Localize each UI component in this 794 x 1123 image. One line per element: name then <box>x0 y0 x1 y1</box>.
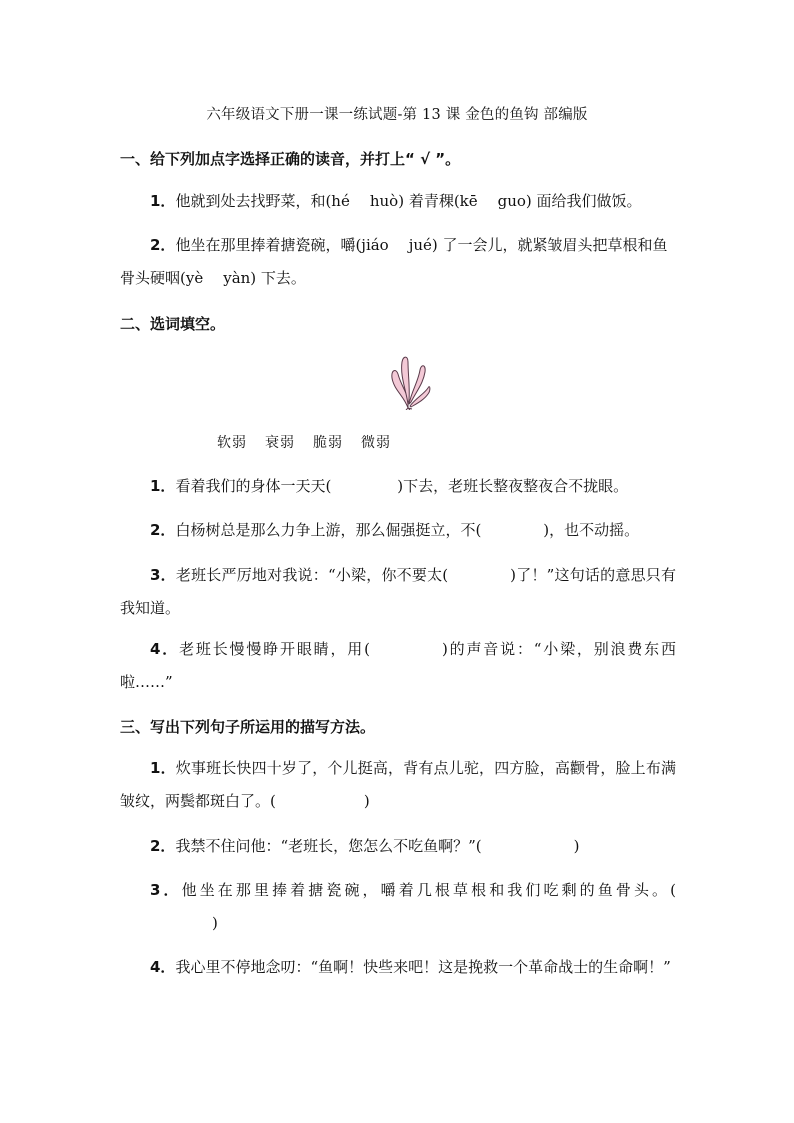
question-text: )了！”这句话的意思只有我知道。 <box>120 566 676 617</box>
question-text-part: 他坐在那里捧着搪瓷碗，嚼(jiáo <box>175 236 389 254</box>
question-number: 2． <box>150 521 176 539</box>
question-text: 他坐在那里捧着搪瓷碗，嚼着几根草根和我们吃剩的鱼骨头。( <box>181 881 676 899</box>
question-text: 炊事班长快四十岁了，个儿挺高，背有点儿驼，四方脸，高颧骨，脸上布满皱纹，两鬓都斑白了。( <box>120 759 676 810</box>
word-option: 衰弱 <box>265 435 295 451</box>
question-number: 1． <box>150 759 176 777</box>
question-text: ) <box>363 792 370 810</box>
section-2-heading: 二、选词填空。 <box>120 315 226 333</box>
page-title: 六年级语文下册一课一练试题-第 13 课 金色的鱼钩 部编版 <box>206 107 588 123</box>
section-2-question-1 <box>120 470 676 503</box>
question-text: ) <box>212 914 218 932</box>
question-text: 我心里不停地念叨：“鱼啊！快些来吧！这是挽救一个革命战士的生命啊！” <box>175 958 671 976</box>
question-number: 2． <box>150 837 176 855</box>
question-text-part: guo) 面给我们做饭。 <box>497 192 642 210</box>
section-2-question-4 <box>120 633 676 699</box>
question-text-part: huò) 着青稞(kē <box>369 192 478 210</box>
question-text-part: jué) 了一会儿，就紧皱眉头把草根和鱼骨头硬咽(yè <box>120 236 668 287</box>
word-option: 微弱 <box>361 435 391 451</box>
question-number: 1． <box>150 477 176 495</box>
question-number: 4． <box>150 640 180 658</box>
question-text-part: yàn) 下去。 <box>223 269 306 287</box>
section-2-question-3 <box>120 559 676 625</box>
section-3-question-4 <box>120 951 676 984</box>
question-text: ) <box>573 837 580 855</box>
section-2-question-2 <box>120 514 676 547</box>
section-1-question-1 <box>120 185 676 218</box>
word-bank <box>217 432 409 452</box>
seaweed-illustration-icon <box>386 352 432 410</box>
question-text: )的声音说：“小梁，别浪费东西啦……” <box>120 640 677 691</box>
section-1-question-2 <box>120 229 676 295</box>
section-3-question-1 <box>120 752 676 818</box>
question-number: 3． <box>150 881 182 899</box>
section-1-heading: 一、给下列加点字选择正确的读音，并打上“ √ ”。 <box>120 150 461 168</box>
section-3-question-3 <box>120 874 676 940</box>
question-text: )下去，老班长整夜整夜合不拢眼。 <box>397 477 629 495</box>
question-text: 白杨树总是那么力争上游，那么倔强挺立，不( <box>175 521 482 539</box>
question-text: )，也不动摇。 <box>543 521 640 539</box>
word-option: 脆弱 <box>313 435 343 451</box>
question-text-part: 他就到处去找野菜，和(hé <box>175 192 350 210</box>
question-text: 老班长严厉地对我说：“小梁，你不要太( <box>175 566 449 584</box>
question-text: 老班长慢慢睁开眼睛，用( <box>179 640 370 658</box>
section-3-question-2 <box>120 830 676 863</box>
question-number: 1． <box>150 192 176 210</box>
section-3-heading: 三、写出下列句子所运用的描写方法。 <box>120 718 376 736</box>
question-number: 2． <box>150 236 176 254</box>
question-text: 我禁不住问他：“老班长，您怎么不吃鱼啊？”( <box>175 837 482 855</box>
question-text: 看着我们的身体一天天( <box>175 477 332 495</box>
question-number: 3． <box>150 566 176 584</box>
word-option: 软弱 <box>217 435 247 451</box>
question-number: 4． <box>150 958 176 976</box>
